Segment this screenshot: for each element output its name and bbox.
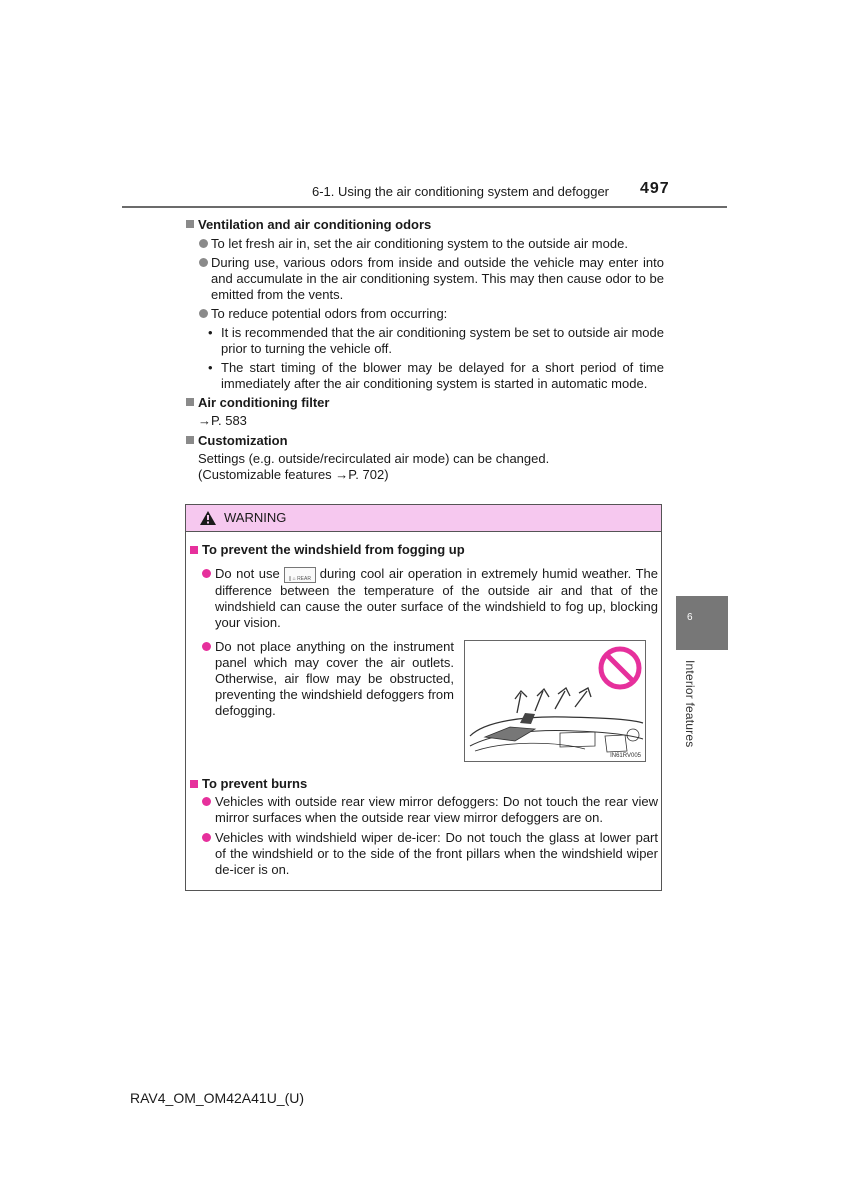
square-bullet-icon bbox=[186, 220, 194, 228]
section-title: Ventilation and air conditioning odors bbox=[198, 217, 432, 232]
circle-bullet-icon bbox=[199, 239, 208, 248]
pink-circle-icon bbox=[202, 642, 211, 651]
warning-label: WARNING bbox=[224, 510, 287, 525]
header-rule bbox=[122, 206, 727, 208]
pink-square-icon bbox=[190, 546, 198, 554]
warning-list-item: Vehicles with outside rear view mirror defoggers: Do not touch the rear view mirror surfaces when the outside rear view mirror defoggers are on. bbox=[202, 794, 658, 826]
square-bullet-icon bbox=[186, 398, 194, 406]
pink-circle-icon bbox=[202, 797, 211, 806]
page-number: 497 bbox=[640, 180, 670, 197]
section-customization bbox=[186, 433, 664, 449]
circle-bullet-icon bbox=[199, 258, 208, 267]
warning-list-item: Vehicles with windshield wiper de-icer: Do not touch the glass at lower part of the windshield or to the side of the front pillars when the windshield wiper de-icer is on. bbox=[202, 830, 658, 878]
customization-reference[interactable]: (Customizable features →P. 702) bbox=[198, 467, 389, 482]
section-title: Customization bbox=[198, 433, 288, 448]
chapter-label: Interior features bbox=[683, 660, 697, 748]
figure-caption: IN61RV005 bbox=[610, 753, 641, 759]
rear-defogger-button-icon: ∥ ⌂ REAR bbox=[284, 567, 316, 583]
list-item: To reduce potential odors from occurring: bbox=[186, 306, 664, 322]
list-item: During use, various odors from inside and outside the vehicle may enter into and accumulate in the air conditioning system. This may then cause odor to be emitted from the vents. bbox=[186, 255, 664, 303]
section-title: Air conditioning filter bbox=[198, 395, 330, 410]
warning-header bbox=[186, 505, 661, 532]
dashboard-airflow-image bbox=[465, 641, 645, 761]
section-filter bbox=[186, 395, 664, 411]
footer-code: RAV4_OM_OM42A41U_(U) bbox=[130, 1090, 305, 1106]
warning-section-title: To prevent the windshield from fogging up bbox=[190, 542, 465, 557]
section-ventilation bbox=[186, 217, 664, 233]
dashboard-illustration bbox=[464, 640, 646, 762]
chapter-number: 6 bbox=[687, 612, 693, 623]
customization-line: Settings (e.g. outside/recirculated air mode) can be changed. bbox=[198, 451, 550, 466]
sub-list-item: • It is recommended that the air conditioning system be set to outside air mode prior to turning the vehicle off. bbox=[208, 325, 664, 356]
pink-square-icon bbox=[190, 780, 198, 788]
pink-circle-icon bbox=[202, 833, 211, 842]
warning-list-item: Do not use ∥ ⌂ REAR during cool air operation in extremely humid weather. The difference between the temperature of the outside air and that of the windshield can cause the outer surface of the windshield to fog up, blocking your vision. bbox=[202, 566, 658, 631]
warning-triangle-icon bbox=[199, 510, 217, 526]
chapter-tab[interactable] bbox=[676, 596, 728, 650]
square-bullet-icon bbox=[186, 436, 194, 444]
warning-list-item: Do not place anything on the instrument panel which may cover the air outlets. Otherwise, air flow may be obstructed, preventing the windshield defoggers from defogging. bbox=[202, 639, 454, 719]
pink-circle-icon bbox=[202, 569, 211, 578]
sub-list-item: • The start timing of the blower may be delayed for a short period of time immediately after the air conditioning system is started in automatic mode. bbox=[208, 360, 664, 391]
section-header-title: 6-1. Using the air conditioning system and defogger bbox=[312, 184, 610, 199]
circle-bullet-icon bbox=[199, 309, 208, 318]
small-dot-icon: • bbox=[208, 325, 213, 340]
list-item: To let fresh air in, set the air conditioning system to the outside air mode. bbox=[186, 236, 664, 252]
warning-section-title: To prevent burns bbox=[190, 776, 307, 791]
page-reference-link[interactable]: →P. 583 bbox=[198, 413, 247, 428]
small-dot-icon: • bbox=[208, 360, 213, 375]
main-content bbox=[186, 214, 664, 483]
